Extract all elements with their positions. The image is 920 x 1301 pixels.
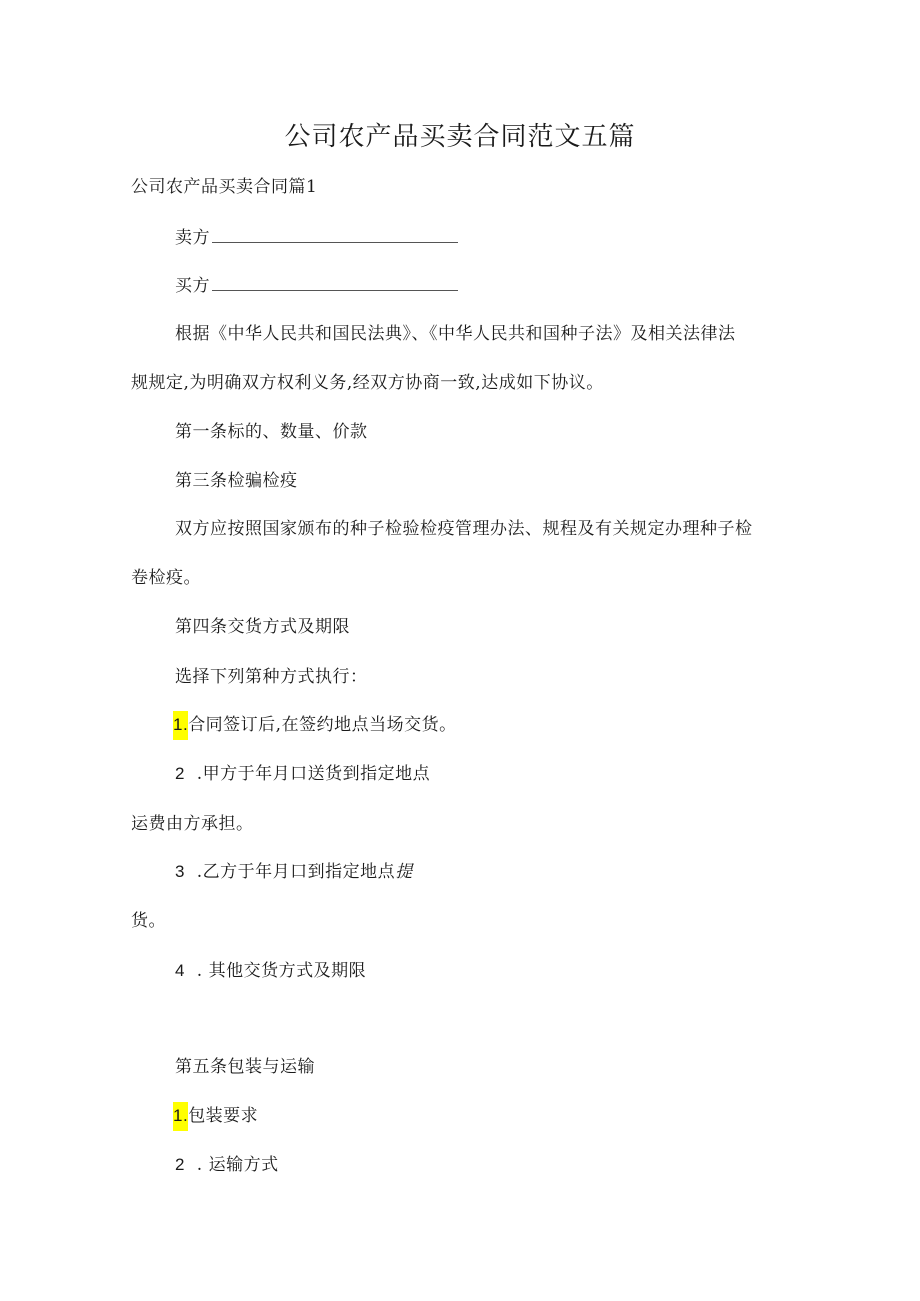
buyer-line: [175, 273, 458, 298]
paragraph-2-line-2: 卷检疫。: [131, 568, 201, 588]
document-title: 公司农产品买卖合同范文五篇: [284, 122, 636, 152]
list-item: [175, 1153, 279, 1177]
seller-line: [175, 225, 458, 250]
pack-2-number: 2: [175, 1155, 185, 1174]
item-3-text: .乙方于年月口到指定地点: [196, 862, 396, 882]
paragraph-1-line-2: 规规定,为明确双方权利义务,经双方协商一致,达成如下协议。: [131, 373, 604, 393]
pack-1-text: 包装要求: [188, 1106, 259, 1126]
paragraph-1-line-1: 根据《中华人民共和国民法典》、《中华人民共和国种子法》及相关法律法: [175, 324, 736, 344]
buyer-label: 买方: [175, 276, 210, 296]
list-item: [173, 713, 457, 737]
article-1-heading: 第一条标的、数量、价款: [175, 422, 368, 442]
list-item: [175, 860, 413, 884]
pack-1-number: 1.: [173, 1102, 188, 1131]
paragraph-2-line-1: 双方应按照国家颁布的种子检验检疫管理办法、规程及有关规定办理种子检: [175, 519, 753, 539]
article-3-heading: 第三条检骗检疫: [175, 471, 298, 491]
pack-2-text: . 运输方式: [196, 1155, 279, 1175]
list-item: [175, 762, 430, 786]
item-2-number: 2: [175, 764, 185, 783]
article-4-heading: 第四条交货方式及期限: [175, 617, 350, 637]
item-3-tail: 提: [395, 862, 413, 882]
choose-method: 选择下列第种方式执行：: [175, 667, 368, 687]
contract-subtitle: 公司农产品买卖合同篇1: [131, 177, 318, 197]
item-3-number: 3: [175, 862, 185, 881]
list-item: [173, 1104, 258, 1128]
item-1-number: 1.: [173, 711, 188, 740]
item-4-text: . 其他交货方式及期限: [196, 961, 367, 981]
item-2-continuation: 运费由方承担。: [131, 814, 254, 834]
seller-label: 卖方: [175, 228, 210, 248]
item-3-continuation: 货。: [131, 911, 166, 931]
item-4-number: 4: [175, 961, 185, 980]
seller-blank: [212, 225, 458, 243]
list-item: [175, 959, 366, 983]
article-5-heading: 第五条包装与运输: [175, 1057, 315, 1077]
item-2-text: .甲方于年月口送货到指定地点: [196, 764, 431, 784]
item-1-text: 合同签订后,在签约地点当场交货。: [188, 715, 457, 735]
buyer-blank: [212, 273, 458, 291]
